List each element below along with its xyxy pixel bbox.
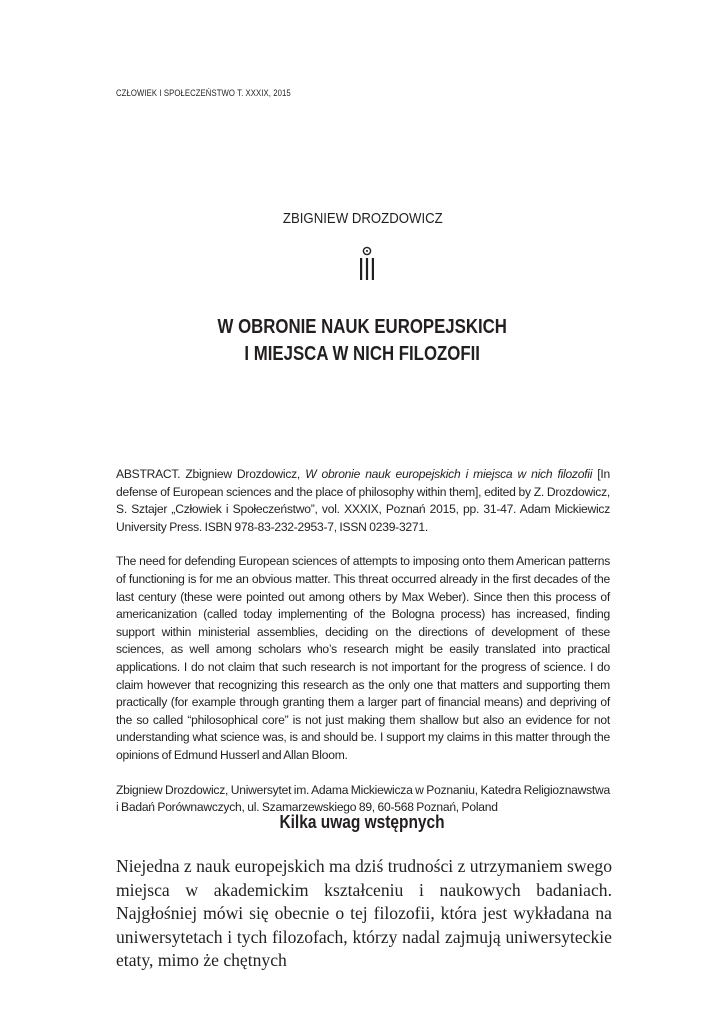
citation-prefix: ABSTRACT. Zbigniew Drozdowicz, bbox=[116, 467, 306, 481]
university-emblem-icon bbox=[358, 246, 376, 282]
title-line-1: W OBRONIE NAUK EUROPEJSKICH bbox=[217, 316, 508, 338]
author-name: ZBIGNIEW DROZDOWICZ bbox=[282, 210, 443, 227]
citation-title: W obronie nauk europejskich i miejsca w nich filozofii bbox=[305, 467, 593, 481]
citation-suffix: [In defense of European sciences and the place of philosophy within them], edited by Z. Drozdowicz, S. Sztajer „Człowiek i Społeczeństwo”, vol. XXXIX, Poznań 2015, pp. 31-47. Adam Mickiewicz University Press. ISBN 978-83-232-2953-7, ISSN 0239-3271. bbox=[116, 467, 610, 534]
abstract-summary: The need for defending European sciences of attempts to imposing onto them American patterns of functioning is for me an obvious matter. This threat occurred already in the first decades of the last century (these were pointed out among others by Max Weber). Since then this process of americanization (called today implementing of the Bologna process) has increased, finding support within ministerial assemblies, deciding on the directions of development of these sciences, as well among scholars who’s research might be easily translated into practical applications. I do not claim that such research is not important for the progress of science. I do claim however that recognizing this research as the only one that matters and supporting them practically (for example through granting them a larger part of financial means) and depriving of the so called “philosophical core” is not just making them shallow but also an evidence for not understanding what science was, is and should be. I support my claims in this matter through the opinions of Edmund Husserl and Allan Bloom. bbox=[116, 554, 610, 762]
body-paragraph: Niejedna z nauk europejskich ma dziś trudności z utrzymaniem swego miejsca w akademickim kształceniu i naukowych badaniach. Najgłośniej mówi się obecnie o tej filozofii, która jest wykładana na uniwersytetach i tych filozofach, którzy nadal zajmują uniwersyteckie etaty, mimo że chętnych bbox=[116, 856, 612, 970]
abstract-citation bbox=[116, 466, 610, 536]
running-head: CZŁOWIEK I SPOŁECZEŃSTWO T. XXXIX, 2015 bbox=[116, 88, 291, 98]
author-affiliation: Zbigniew Drozdowicz, Uniwersytet im. Adama Mickiewicza w Poznaniu, Katedra Religioznawstwa i Badań Porównawczych, ul. Szamarzewskiego 89, 60-568 Poznań, Poland bbox=[116, 782, 610, 815]
article-title bbox=[0, 314, 725, 368]
body-text bbox=[116, 855, 612, 973]
section-heading: Kilka uwag wstępnych bbox=[279, 812, 446, 832]
title-line-2: I MIEJSCA W NICH FILOZOFII bbox=[244, 343, 481, 365]
abstract bbox=[116, 466, 610, 834]
